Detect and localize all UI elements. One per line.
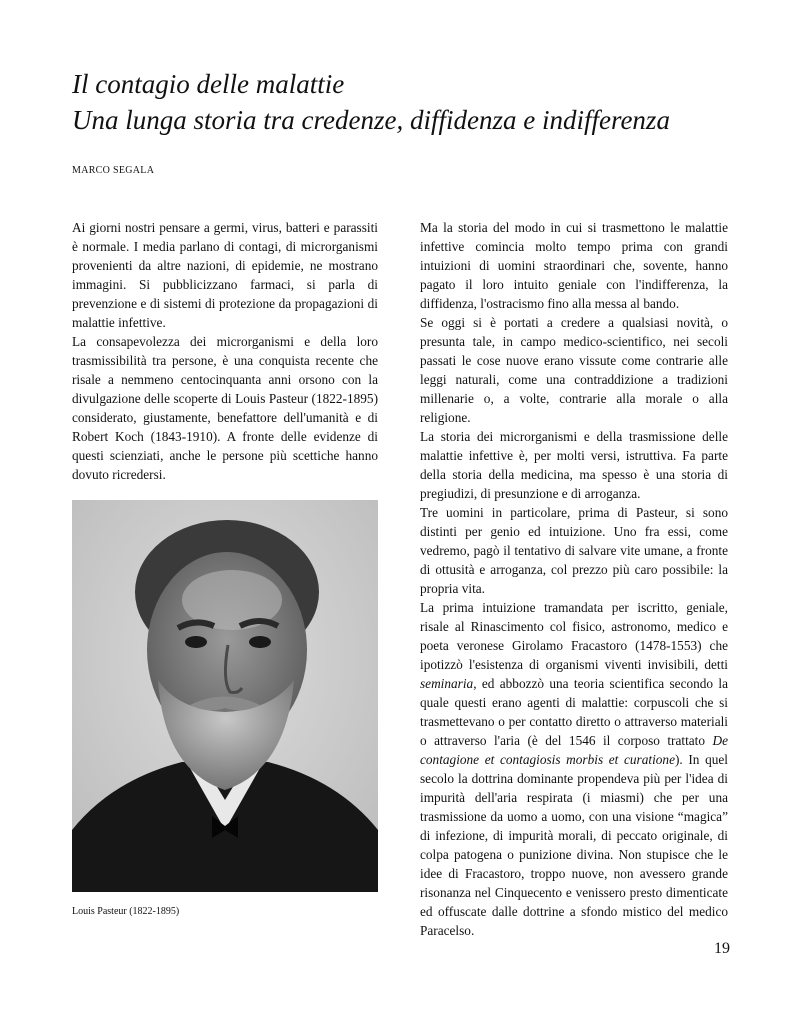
paragraph xyxy=(420,598,728,940)
paragraph: La storia dei microrganismi e della trasmissione delle malattie infettive è, per molti versi, istruttiva. Fa parte della storia della medicina, ma spesso è una storia di pregiudizi, di presunzione e di arroganza. xyxy=(420,429,728,501)
right-column xyxy=(420,218,728,940)
photo-caption: Louis Pasteur (1822-1895) xyxy=(72,906,180,917)
left-column xyxy=(72,218,378,484)
paragraph: Ai giorni nostri pensare a germi, virus, batteri e parassiti è normale. I media parlano di contagi, di microrganismi provenienti da altre nazioni, di epidemie, ne mostrano immagini. Si pubblicizzano farmaci, si parla di prevenzione e di sistemi di protezione da propagazioni di malattie infettive. xyxy=(72,220,378,330)
paragraph: La consapevolezza dei microrganismi e della loro trasmissibilità tra persone, è una conquista recente che risale a nemmeno centocinquanta anni orsono con la divulgazione delle scoperte di Louis Pasteur (1822-1895) considerato, giustamente, benefattore dell'umanità e di Robert Koch (1843-1910). A fronte delle evidenze di questi scienziati, anche le persone più scettiche hanno dovuto ricredersi. xyxy=(72,334,378,482)
text-run: La prima intuizione tramandata per iscritto, geniale, risale al Rinascimento col fisico, astronomo, medico e poeta veronese Girolamo Fracastoro (1478-1553) che ipotizzò l'esistenza di organismi viventi invisibili, detti xyxy=(420,600,728,672)
title-line-1: Il contagio delle malattie xyxy=(72,69,345,99)
italic-title: De contagione et contagiosis morbis et curatione xyxy=(420,733,728,767)
text-run: ). In quel secolo la dottrina dominante propendeva più per l'idea di impurità dell'aria respirata (i miasmi) che per una trasmissione da uomo a uomo, con una visione “magica” di infezione, di impurità morali, di peccato originale, di colpa patogena o punizione divina. Non stupisce che le idee di Fracastoro, troppo nuove, non avessero grande risonanza nel Cinquecento e venissero presto dimenticate ed offuscate dalle dottrine a sfondo mistico del medico Paracelso. xyxy=(420,752,728,938)
paragraph: Ma la storia del modo in cui si trasmettono le malattie infettive comincia molto tempo prima con grandi intuizioni di uomini straordinari che, sovente, hanno pagato il loro intuito geniale con l'indifferenza, la diffidenza, l'ostracismo fino alla messa al bando. xyxy=(420,220,728,311)
portrait-photo xyxy=(72,500,378,892)
paragraph: Tre uomini in particolare, prima di Pasteur, si sono distinti per genio ed intuizione. Uno fra essi, come vedremo, pagò il tentativo di salvare vite umane, a fronte di ottusità e arroganza, col prezzo più caro possibile: la propria vita. xyxy=(420,505,728,596)
portrait-image xyxy=(72,500,378,892)
text-run: , ed abbozzò una teoria scientifica secondo la quale questi erano agenti di malattie: corpuscoli che si trasmettevano o per contatto diretto o attraverso materiali o attraverso l'aria (è del 1546 il corposo trattato xyxy=(420,676,728,748)
paragraph: Se oggi si è portati a credere a qualsiasi novità, o presunta tale, in campo medico-scientifico, nei secoli passati le cose nuove erano vissute come contrarie alle leggi naturali, come una contraddizione a tradizioni millenarie o, a volte, contrarie alla morale o alla religione. xyxy=(420,315,728,425)
title-line-2: Una lunga storia tra credenze, diffidenza e indifferenza xyxy=(72,105,670,135)
article-title xyxy=(72,66,762,138)
italic-term: seminaria xyxy=(420,676,474,691)
author-name: MARCO SEGALA xyxy=(72,165,155,176)
page-number: 19 xyxy=(714,940,730,957)
